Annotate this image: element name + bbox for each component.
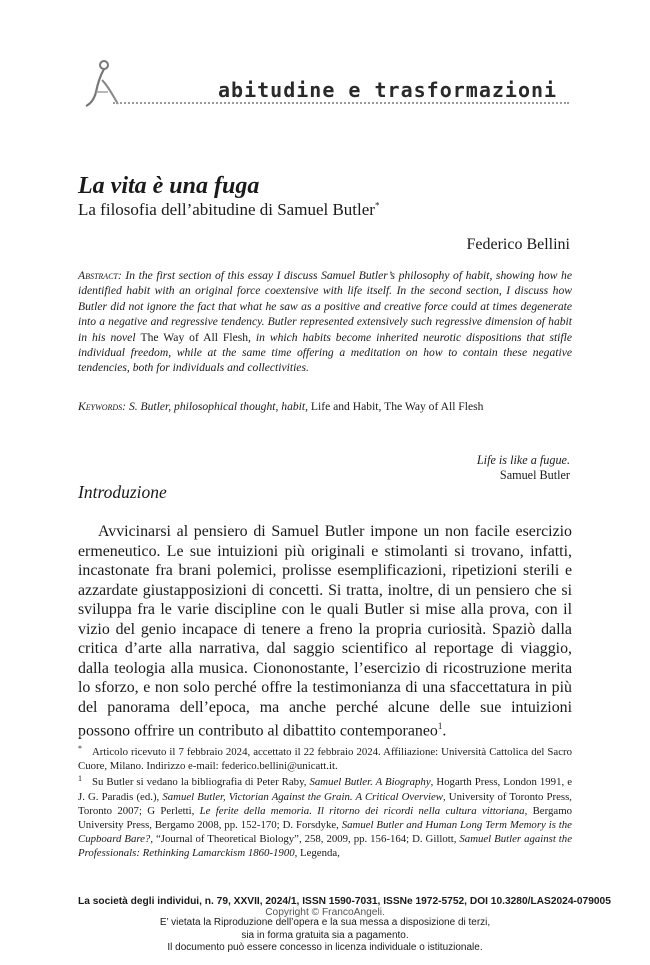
abstract: Abstract: In the first section of this essay I discuss Samuel Butler’s philosophy of habit, showing how he identified habit with an original force coextensive with life itself. In the second section, I discuss how Butler did not ignore the fact that what he saw as a positive and creative force could at times degenerate into a negative and regressive tendency. Butler represented extensively such regressive dimension of habit in his novel The Way of All Flesh, in which habits become inherited neurotic dispositions that stifle individual freedom, while at the same time offering a meditation on how to contain these negative tendencies, both for individuals and collectivities. [78, 269, 572, 375]
author-name: Federico Bellini [466, 236, 570, 253]
article-subtitle: La filosofia dell’abitudine di Samuel Butler* [78, 200, 380, 219]
abstract-novel-title: The Way of All Flesh [140, 330, 249, 344]
series-logo-icon [84, 56, 124, 108]
footnote-star: * Articolo ricevuto il 7 febbraio 2024, accettato il 22 febbraio 2024. Affiliazione: Università Cattolica del Sacro Cuore, Milano. Indirizzo e-mail: federico.bellini@unicatt.it. [78, 744, 572, 773]
body-text [78, 522, 572, 741]
keywords-label: Keywords: [78, 400, 127, 413]
footnote-1: 1 Su Butler si vedano la bibliografia di Peter Raby, Samuel Butler. A Biography, Hogarth Press, London 1991, e J. G. Paradis (ed.), Samuel Butler, Victorian Against the Grain. A Critical Overview, University of Toronto Press, Toronto 2007; G Perletti, Le ferite della memoria. Il ritorno dei ricordi nella cultura vittoriana, Bergamo University Press, Bergamo 2008, pp. 152-170; D. Forsdyke, Samuel Butler and Human Long Term Memory is the Cupboard Bare?, “Journal of Theoretical Biology”, 258, 2009, pp. 156-164; D. Gillott, Samuel Butler against the Professionals: Rethinking Lamarckism 1860-1900, Legenda, [78, 774, 573, 860]
footnote-ref-1[interactable]: 1 [437, 721, 443, 731]
header-dotted-rule [113, 102, 569, 104]
body-paragraph: Avvicinarsi al pensiero di Samuel Butler impone un non facile esercizio ermeneutico. Le sue intuizioni più originali e stimolanti si trovano, infatti, incastonate fra brani polemici, prolisse esemplificazioni, ripetizioni sterili e azzardate giustapposizioni di concetti. Si tratta, inoltre, di un pensiero che si sviluppa fra le varie discipline con le quali Butler si mise alla prova, con il vizio del genio incapace di tenere a freno la propria curiosità. Spaziò dalla critica d’arte alla narrativa, dal saggio scientifico al reportage di viaggio, dalla teologia alla musica. Ciononostante, l’esercizio di ricostruzione merita lo sforzo, e non solo perché offre la testimonianza di una sfaccettatura in più del panorama dell’epoca, ma anche perché alcune delle sue intuizioni possono offrire un contributo al dibattito contemporaneo$^1$. [78, 523, 572, 740]
keywords: Keywords: S. Butler, philosophical thought, habit, Life and Habit, The Way of All Flesh [78, 400, 484, 413]
epigraph-source: Samuel Butler [499, 468, 570, 482]
subtitle-note-mark: * [374, 200, 380, 211]
footnote-separator [78, 735, 572, 737]
epigraph [477, 453, 570, 483]
copyright-watermark: Copyright © FrancoAngeli. [265, 907, 385, 918]
series-title: abitudine e trasformazioni [218, 78, 558, 102]
epigraph-quote: Life is like a fugue. [476, 453, 570, 467]
abstract-label: Abstract: [78, 269, 122, 282]
section-heading: Introduzione [78, 482, 167, 502]
journal-citation: La società degli individui, n. 79, XXVII, 2024/1, ISSN 1590-7031, ISSNe 1972-5752, DOI 10.3280/LAS2024-079005 [78, 896, 611, 907]
article-title: La vita è una fuga [78, 173, 260, 199]
footnotes [78, 745, 572, 863]
license-disclaimer: E’ vietata la Riproduzione dell’opera e la sua messa a disposizione di terzi, sia in forma gratuita sia a pagamento. Il documento può essere concesso in licenza individuale o istituzionale. [159, 917, 491, 954]
